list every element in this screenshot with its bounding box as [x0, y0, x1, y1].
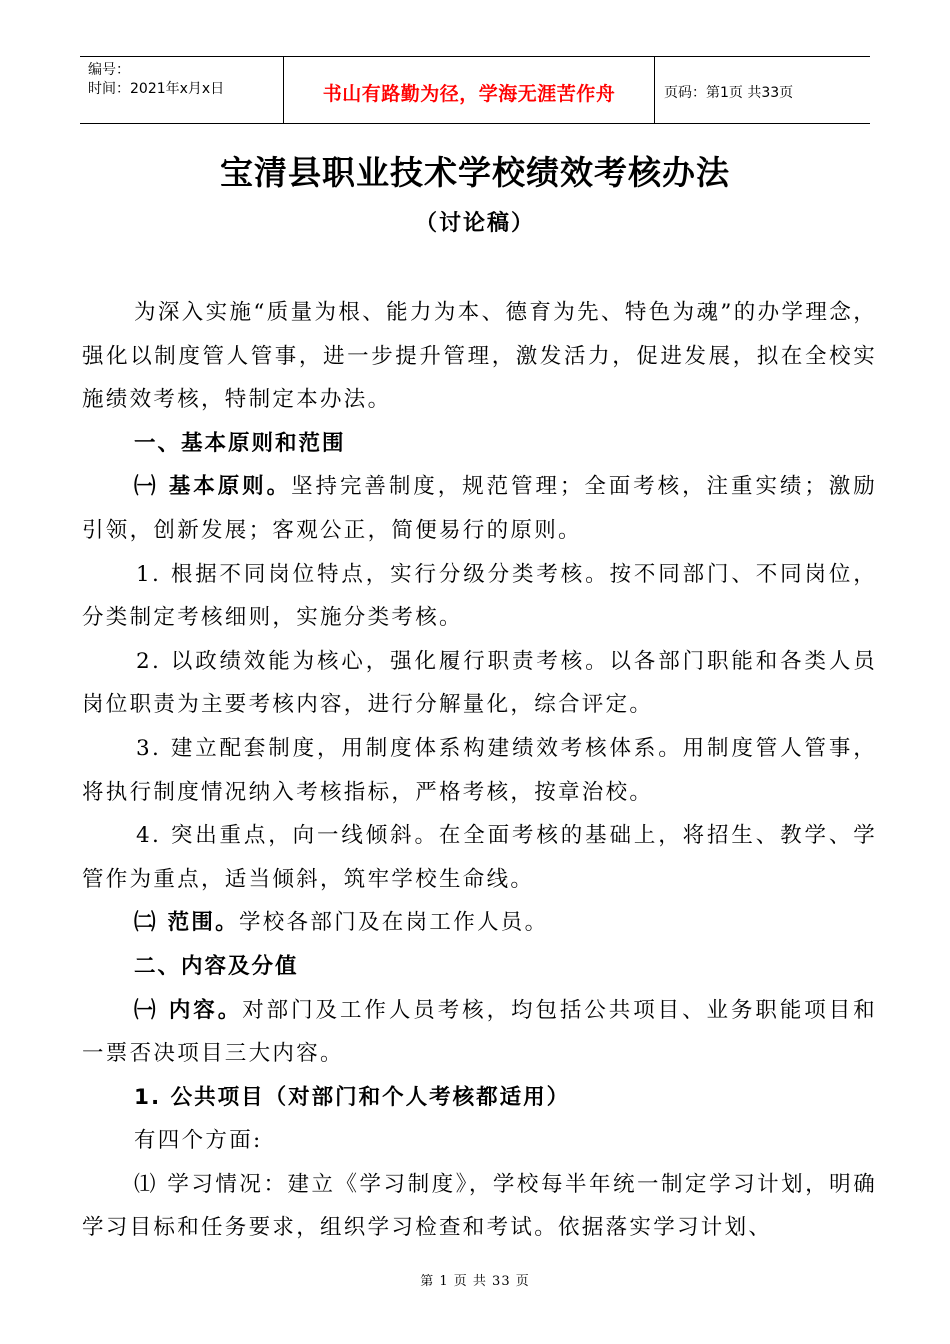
document-title: 宝清县职业技术学校绩效考核办法: [220, 153, 730, 192]
section-heading: 一、基本原则和范围: [134, 430, 346, 456]
content-label: ㈠ 内容。: [134, 997, 243, 1023]
principle-item: 1. 根据不同岗位特点，实行分级分类考核。按不同部门、不同岗位，分类制定考核细则，实施分类考核。: [82, 561, 877, 631]
content-paragraph: [82, 989, 877, 1076]
principle-item: 2. 以政绩效能为核心，强化履行职责考核。以各部门职能和各类人员岗位职责为主要考核内容，进行分解量化，综合评定。: [82, 648, 877, 718]
page-footer: 第 1 页 共 33 页: [420, 1274, 530, 1289]
document-subtitle: （讨论稿）: [414, 211, 535, 236]
document-header: [80, 56, 870, 124]
section-heading: 二、内容及分值: [134, 953, 299, 979]
header-motto: 书山有路勤为径，学海无涯苦作舟: [322, 83, 616, 105]
principle-item: 4. 突出重点，向一线倾斜。在全面考核的基础上，将招生、教学、学管作为重点，适当倾斜，筑牢学校生命线。: [82, 823, 877, 892]
scope-paragraph: [82, 901, 877, 945]
document-body: [82, 291, 877, 1250]
scope-label: ㈡ 范围。: [134, 910, 239, 936]
header-meta: [88, 61, 224, 99]
principle-text: 坚持完善制度，规范管理；全面考核，注重实绩；激励引领，创新发展；客观公正，简便易行的原则。: [82, 474, 878, 543]
intro-paragraph: 为深入实施“质量为根、能力为本、德育为先、特色为魂”的办学理念，强化以制度管人管事，进一步提升管理，激发活力，促进发展，拟在全校实施绩效考核，特制定本办法。: [82, 300, 877, 413]
scope-text: 学校各部门及在岗工作人员。: [239, 910, 549, 936]
principle-item: 3. 建立配套制度，用制度体系构建绩效考核体系。用制度管人管事，将执行制度情况纳入考核指标，严格考核，按章治校。: [82, 735, 877, 805]
subsection-intro: 有四个方面:: [134, 1128, 263, 1154]
content-text: 对部门及工作人员考核，均包括公共项目、业务职能项目和一票否决项目三大内容。: [82, 997, 877, 1067]
study-paragraph: ⑴ 学习情况：建立《学习制度》，学校每半年统一制定学习计划，明确学习目标和任务要求，组织学习检查和考试。依据落实学习计划、: [82, 1171, 877, 1241]
header-divider: [654, 57, 655, 123]
time-label: 时间：2021年x月x日: [88, 81, 225, 97]
number-label: 编号：: [88, 62, 130, 78]
principle-paragraph: [82, 465, 877, 552]
principle-label: ㈠ 基本原则。: [134, 474, 292, 500]
header-page-info: 页码：第1页 共33页: [664, 85, 794, 101]
subsection-heading: 1. 公共项目（对部门和个人考核都适用）: [134, 1084, 571, 1110]
